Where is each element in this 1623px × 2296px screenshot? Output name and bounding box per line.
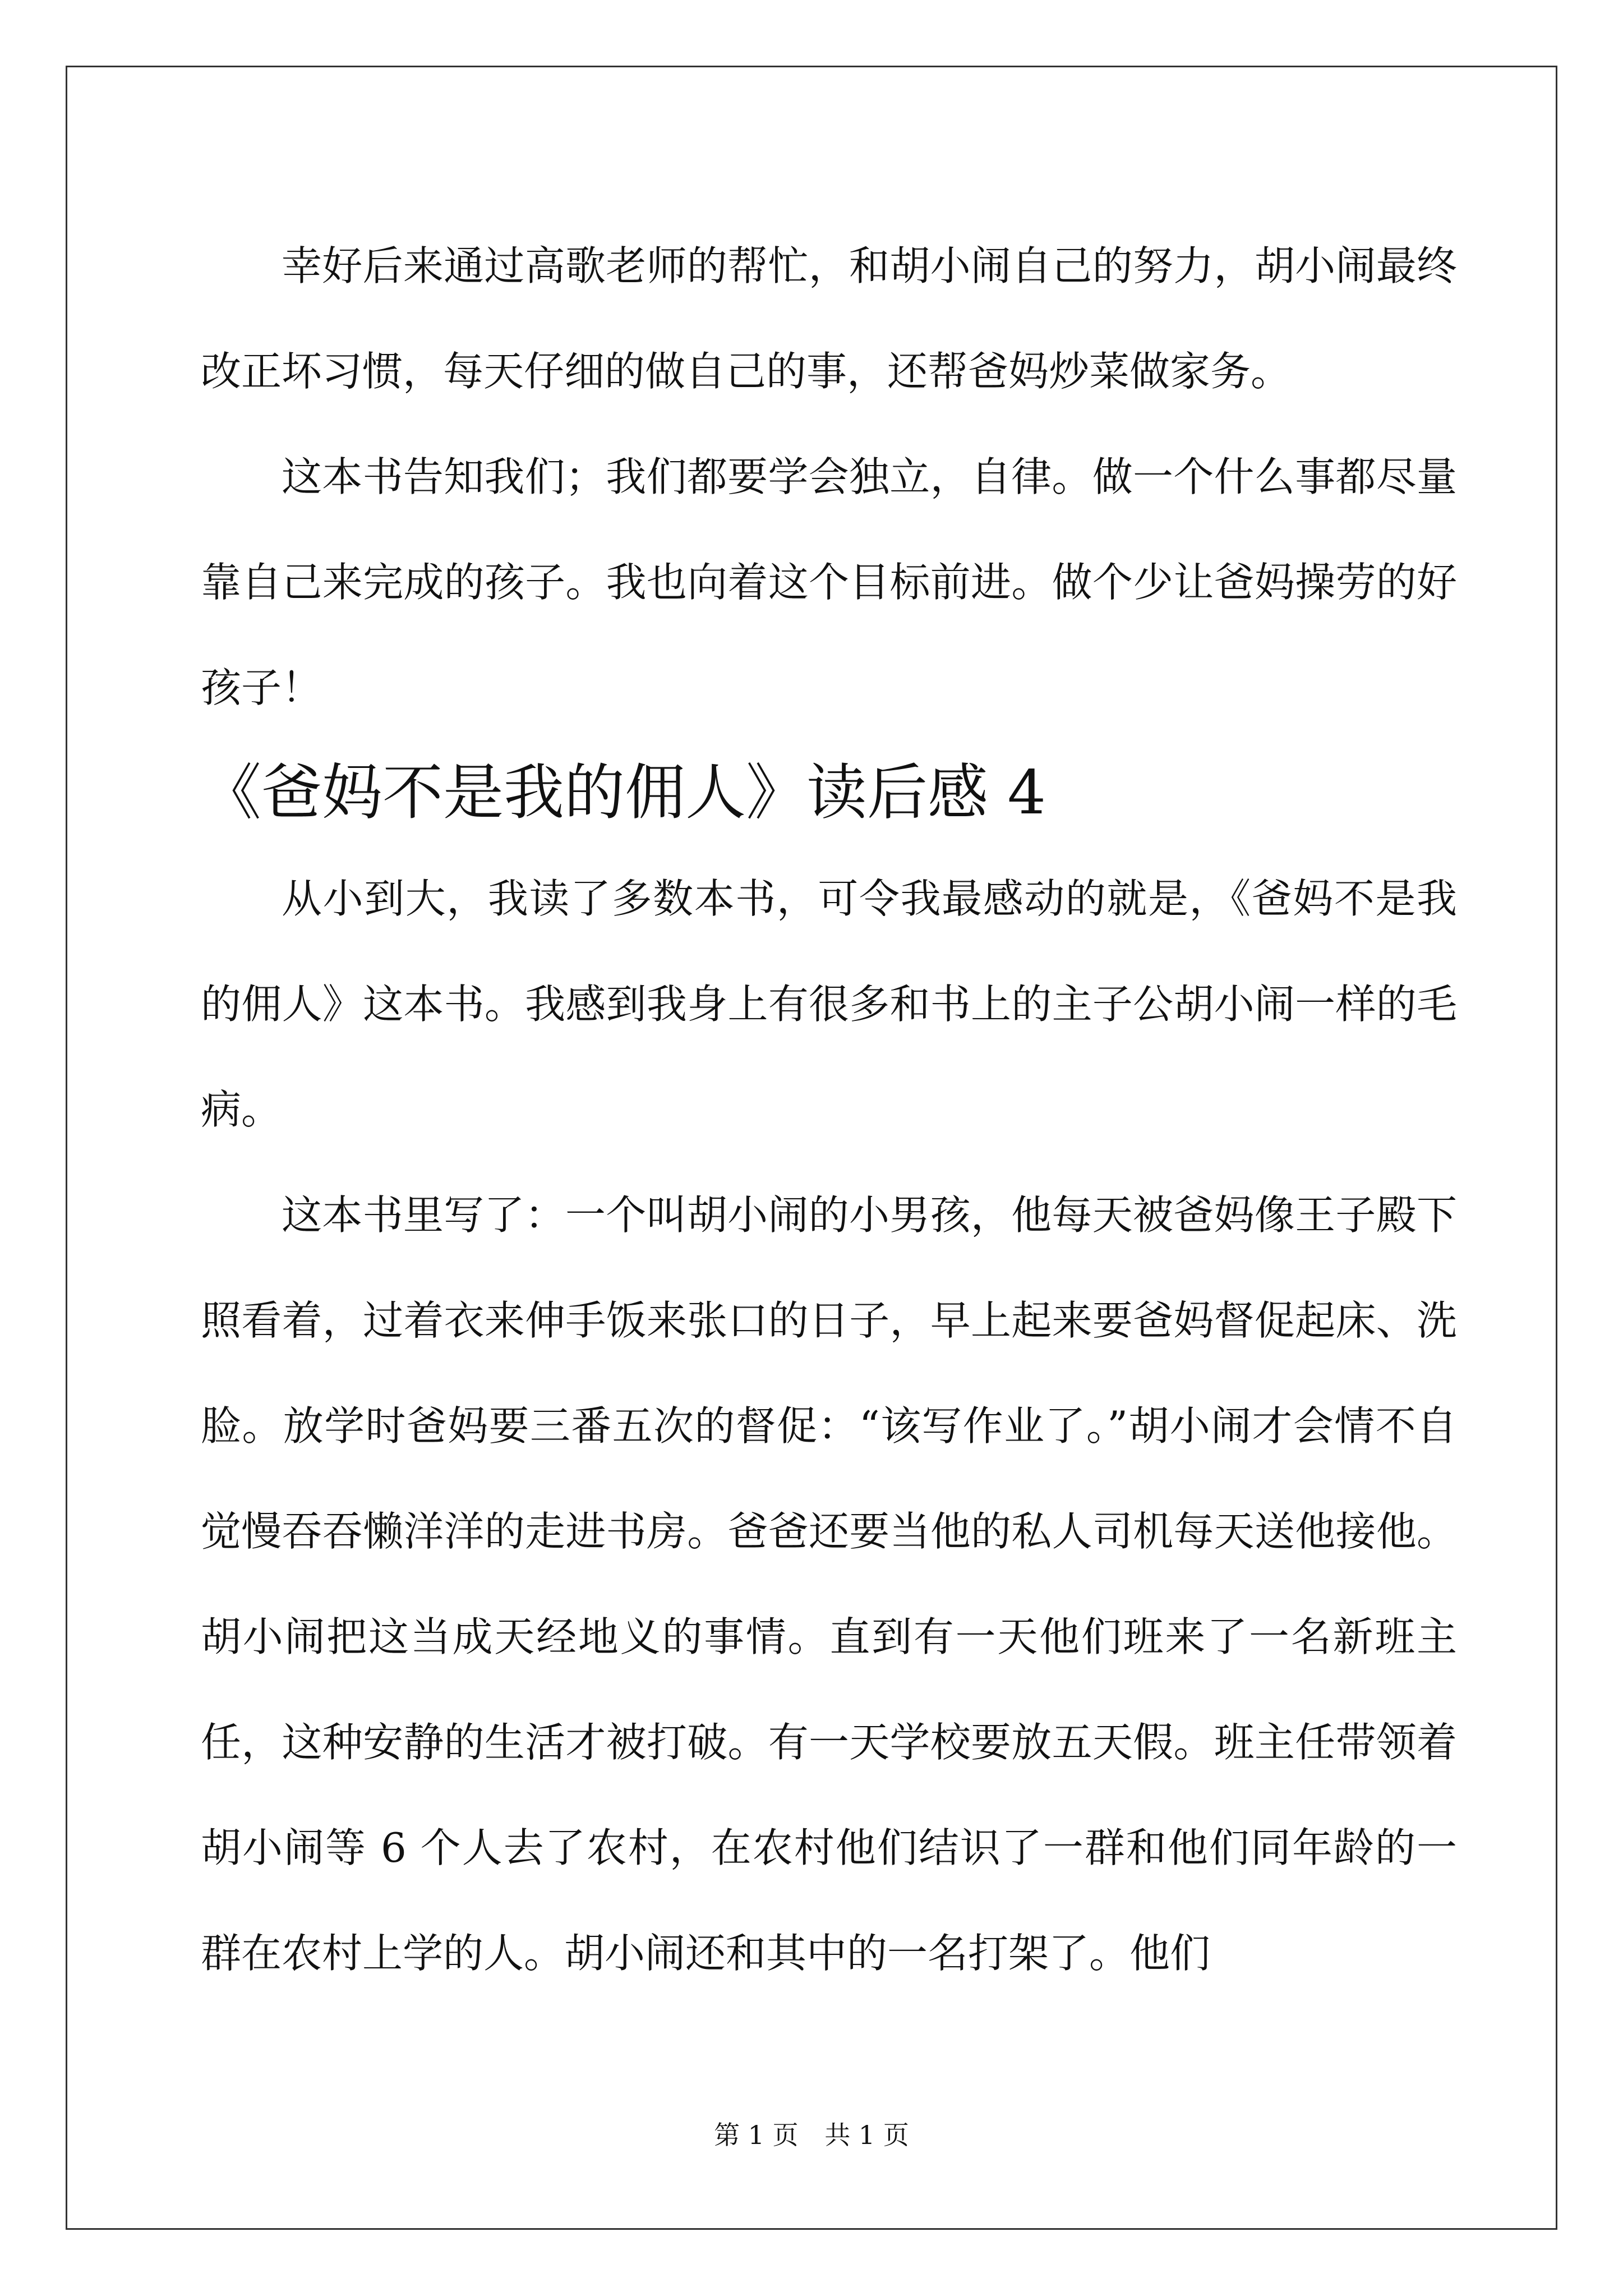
document-body [201,213,1457,2006]
paragraph: 幸好后来通过高歌老师的帮忙，和胡小闹自己的努力，胡小闹最终改正坏习惯，每天仔细的做自己的事，还帮爸妈炒菜做家务。 [201,242,1457,395]
page-number: 第 1 页 [714,2120,799,2150]
page-footer [0,2115,1623,2152]
paragraph: 从小到大，我读了多数本书，可令我最感动的就是，《爸妈不是我的佣人》这本书。我感到我身上有很多和书上的主子公胡小闹一样的毛病。 [201,875,1457,1133]
page-total: 共 1 页 [824,2120,909,2150]
paragraph: 这本书里写了：一个叫胡小闹的小男孩，他每天被爸妈像王子殿下照看着，过着衣来伸手饭来张口的日子，早上起来要爸妈督促起床、洗脸。放学时爸妈要三番五次的督促：“该写作业了。”胡小闹才会情不自觉慢吞吞懒洋洋的走进书房。爸爸还要当他的私人司机每天送他接他。胡小闹把这当成天经地义的事情。直到有一天他们班来了一名新班主任，这种安静的生活才被打破。有一天学校要放五天假。班主任带领着胡小闹等 6 个人去了农村，在农村他们结识了一群和他们同年龄的一群在农村上学的人。胡小闹还和其中的一名打架了。他们 [201,1191,1457,1977]
section-heading: 《爸妈不是我的佣人》读后感 4 [201,758,1046,828]
paragraph: 这本书告知我们；我们都要学会独立，自律。做一个什么事都尽量靠自己来完成的孩子。我也向着这个目标前进。做个少让爸妈操劳的好孩子！ [201,453,1457,711]
